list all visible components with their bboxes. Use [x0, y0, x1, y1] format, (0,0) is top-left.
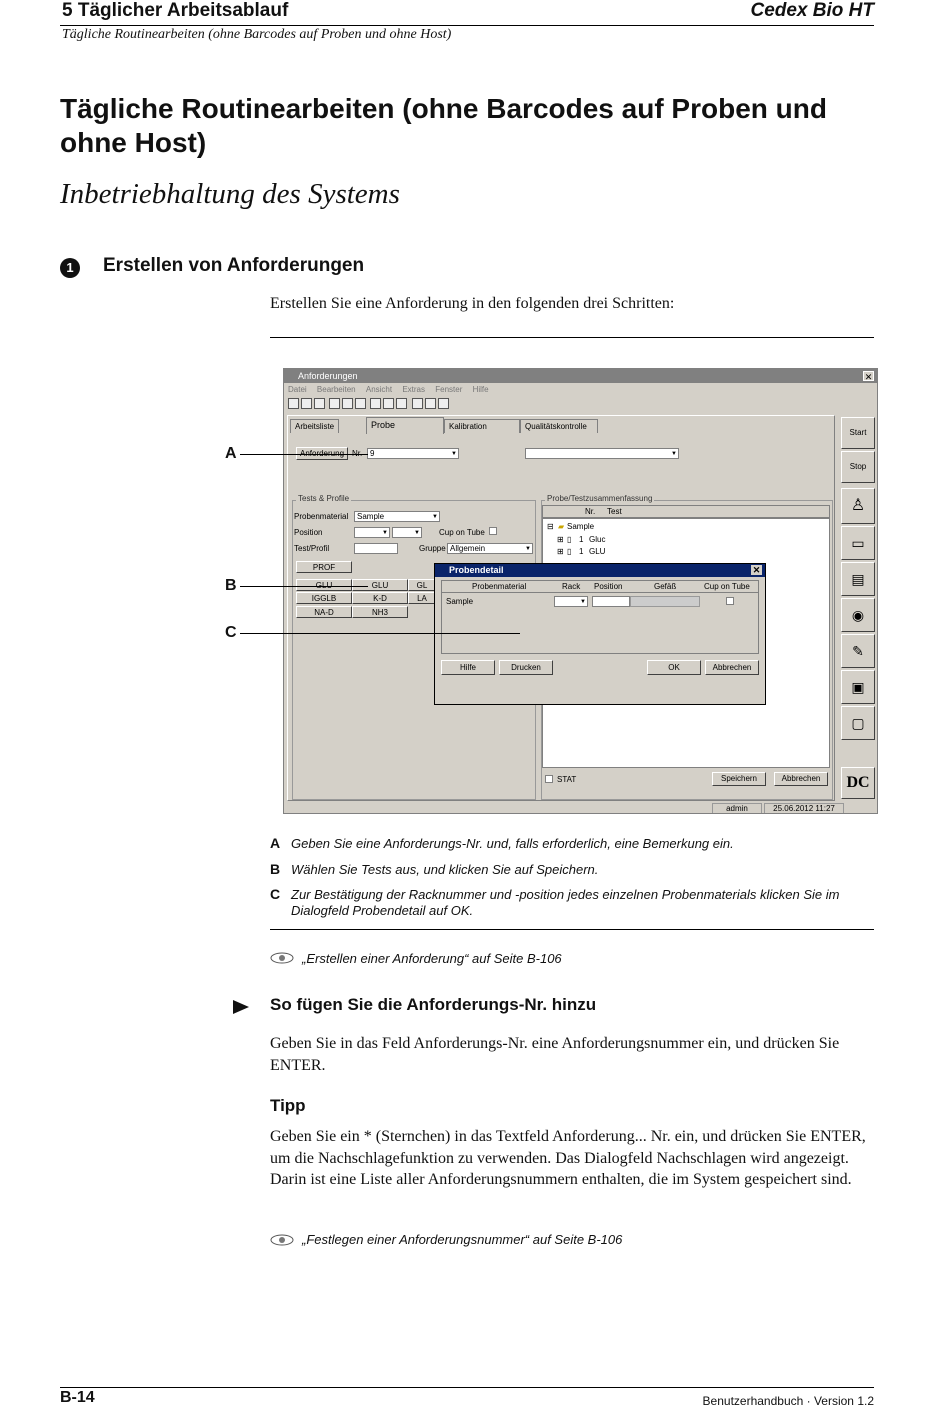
- rack-dropdown[interactable]: [354, 527, 390, 538]
- menu-datei[interactable]: Datei: [288, 385, 307, 394]
- row-probenmaterial: Sample: [446, 597, 474, 606]
- status-user: admin: [712, 803, 762, 814]
- callout-b: B: [225, 577, 237, 594]
- status-datetime: 25.06.2012 11:27: [764, 803, 844, 814]
- callout-a-line: [240, 454, 368, 455]
- worklist-icon[interactable]: ▤: [841, 562, 875, 596]
- person-icon[interactable]: ♙: [841, 488, 875, 524]
- cup-on-tube-checkbox[interactable]: [489, 527, 497, 535]
- caption-letter-a: A: [270, 835, 281, 851]
- procedure-arrow-icon: [233, 1000, 249, 1014]
- rack-dropdown[interactable]: [554, 596, 588, 607]
- position-dropdown[interactable]: [392, 527, 422, 538]
- toolbar: [288, 398, 451, 412]
- tip-text: Geben Sie ein * (Sternchen) in das Textfeld Anforderung... Nr. ein, und drücken Sie ENTER, um die Nachschlagefunktion zu verwenden. Das Dialogfeld Nachschlagen wird angezeigt. Darin ist eine Liste aller Anforderungsnummern enthalten, die im System gespeichert sind.: [270, 1128, 866, 1188]
- dc-button[interactable]: DC: [841, 767, 875, 799]
- pipette-icon[interactable]: ✎: [841, 634, 875, 668]
- dialog-grid-header: [442, 581, 758, 593]
- probenmaterial-label: Probenmaterial: [294, 512, 349, 521]
- grid-icon[interactable]: [383, 398, 394, 409]
- application-screenshot: [283, 368, 878, 814]
- window-titlebar: [284, 369, 877, 383]
- page-title: Tägliche Routinearbeiten (ohne Barcodes auf Proben und ohne Host): [60, 93, 827, 158]
- tab-arbeitsliste[interactable]: Arbeitsliste: [290, 419, 339, 433]
- eye-icon: [270, 1234, 294, 1246]
- stop-button[interactable]: Stop: [841, 451, 875, 483]
- cross-reference-link[interactable]: „Erstellen einer Anforderung“ auf Seite B-106: [302, 951, 562, 966]
- page-number: B-14: [60, 1389, 95, 1406]
- copy-icon[interactable]: [370, 398, 381, 409]
- col-probenmaterial: Probenmaterial: [472, 582, 527, 591]
- start-button[interactable]: Start: [841, 417, 875, 449]
- tests-profile-label: Tests & Profile: [298, 494, 350, 503]
- test-button-gl[interactable]: GL: [408, 579, 436, 591]
- comment-dropdown[interactable]: [525, 448, 679, 459]
- col-gefaess: Gefäß: [654, 582, 677, 591]
- callout-b-line: [240, 586, 368, 587]
- summary-col-nr: Nr.: [585, 507, 596, 516]
- menu-fenster[interactable]: Fenster: [435, 385, 463, 394]
- menu-ansicht[interactable]: Ansicht: [365, 385, 393, 394]
- manual-version: Benutzerhandbuch · Version 1.2: [702, 1394, 874, 1408]
- speichern-button[interactable]: Speichern: [712, 772, 766, 786]
- position-input[interactable]: [592, 596, 630, 607]
- divider: [270, 337, 874, 338]
- header-subtitle: Tägliche Routinearbeiten (ohne Barcodes auf Proben und ohne Host): [62, 27, 452, 42]
- test-button-na-d[interactable]: NA-D: [296, 606, 352, 618]
- tab-kalibration[interactable]: Kalibration: [444, 419, 520, 433]
- col-rack: Rack: [562, 582, 581, 591]
- product-name: Cedex Bio HT: [750, 0, 874, 21]
- test-button-nh3[interactable]: NH3: [352, 606, 408, 618]
- export-icon[interactable]: [438, 398, 449, 409]
- pen-icon[interactable]: [342, 398, 353, 409]
- gefaess-field: [630, 596, 700, 607]
- tree-item-sample[interactable]: Sample: [567, 522, 595, 531]
- test-profil-input[interactable]: [354, 543, 398, 554]
- tip-heading: Tipp: [270, 1096, 306, 1115]
- header-rule: [60, 25, 874, 26]
- procedure-text: Geben Sie in das Feld Anforderungs-Nr. eine Anforderungsnummer ein, und drücken Sie ENTER.: [270, 1035, 840, 1074]
- footer-rule: [60, 1387, 874, 1388]
- floppy-icon[interactable]: ▣: [841, 670, 875, 704]
- save-icon[interactable]: [329, 398, 340, 409]
- mail-icon[interactable]: [412, 398, 423, 409]
- caption-text-b: Wählen Sie Tests aus, und klicken Sie auf Speichern.: [291, 862, 599, 877]
- analyzer-icon[interactable]: ▭: [841, 526, 875, 560]
- test-button-la[interactable]: LA: [408, 592, 436, 604]
- status-bar: [284, 801, 877, 814]
- probenmaterial-dropdown[interactable]: Sample ▼: [354, 511, 440, 522]
- summary-header: [542, 505, 830, 518]
- review-icon[interactable]: ◉: [841, 598, 875, 632]
- tree-expand-icon[interactable]: ⊞: [557, 535, 564, 544]
- test-button-glu-1[interactable]: [296, 579, 352, 591]
- dialog-titlebar: [435, 564, 765, 577]
- eye-icon: [270, 952, 294, 964]
- step-number-badge: 1: [60, 258, 80, 278]
- menu-hilfe[interactable]: Hilfe: [472, 385, 489, 394]
- summary-col-test: Test: [607, 507, 622, 516]
- abbrechen-button[interactable]: Abbrechen: [774, 772, 828, 786]
- edit-icon[interactable]: [301, 398, 312, 409]
- drucken-button[interactable]: Drucken: [499, 660, 553, 675]
- clipboard-icon[interactable]: ▢: [841, 706, 875, 740]
- gruppe-dropdown[interactable]: Allgemein ▼: [447, 543, 533, 554]
- caption-text-c: Zur Bestätigung der Racknummer und -position jedes einzelnen Probenmaterials klicken Sie im Dialogfeld Probendetail auf OK.: [291, 887, 840, 918]
- stat-label: STAT: [557, 775, 577, 784]
- document-icon: ▯: [567, 547, 572, 556]
- tab-qualitaetskontrolle[interactable]: Qualitätskontrolle: [520, 419, 598, 433]
- menu-bearbeiten[interactable]: Bearbeiten: [316, 385, 356, 394]
- dialog-abbrechen-button[interactable]: Abbrechen: [705, 660, 759, 675]
- tab-probe[interactable]: Probe: [366, 417, 444, 434]
- probendetail-dialog: [434, 563, 766, 705]
- menu-extras[interactable]: Extras: [402, 385, 425, 394]
- divider: [270, 929, 874, 930]
- test-button-prof[interactable]: PROF: [296, 561, 352, 573]
- cup-on-tube-label: Cup on Tube: [439, 528, 485, 537]
- nr-input[interactable]: 9 ▼: [367, 448, 459, 459]
- document-icon: ▯: [567, 535, 572, 544]
- table-icon[interactable]: [355, 398, 366, 409]
- tree-expand-icon[interactable]: ⊞: [557, 547, 564, 556]
- tree-item-gluc[interactable]: Gluc: [589, 535, 606, 544]
- col-cup-on-tube: Cup on Tube: [704, 582, 750, 591]
- test-button-glu-2[interactable]: GLU: [352, 579, 408, 591]
- alert-icon[interactable]: [425, 398, 436, 409]
- caption-text-a: Geben Sie eine Anforderungs-Nr. und, falls erforderlich, eine Bemerkung ein.: [291, 836, 734, 851]
- stat-checkbox[interactable]: [545, 775, 553, 783]
- step-heading: Erstellen von Anforderungen: [103, 255, 365, 276]
- callout-c-line: [240, 633, 520, 634]
- col-position: Position: [594, 582, 623, 591]
- gruppe-label: Gruppe: [419, 544, 446, 553]
- menu-bar: [284, 383, 877, 397]
- test-profil-label: Test/Profil: [294, 544, 330, 553]
- caption-letter-b: B: [270, 861, 281, 877]
- tree-item-num: 1: [579, 547, 584, 556]
- close-icon[interactable]: ✕: [864, 372, 873, 382]
- hilfe-button[interactable]: Hilfe: [441, 660, 495, 675]
- tree-item-glu[interactable]: GLU: [589, 547, 606, 556]
- position-label: Position: [294, 528, 323, 537]
- binoculars-icon[interactable]: [288, 398, 299, 409]
- test-button-igglb[interactable]: IGGLB: [296, 592, 352, 604]
- callout-a: A: [225, 445, 237, 462]
- callout-c: C: [225, 624, 237, 641]
- cup-on-tube-checkbox[interactable]: [726, 597, 734, 605]
- ok-button[interactable]: OK: [647, 660, 701, 675]
- delete-icon[interactable]: [314, 398, 325, 409]
- section-subtitle: Inbetriebhaltung des Systems: [60, 178, 400, 210]
- procedure-heading: So fügen Sie die Anforderungs-Nr. hinzu: [270, 995, 597, 1014]
- tree-collapse-icon[interactable]: ⊟: [547, 522, 554, 531]
- caption-letter-c: C: [270, 886, 281, 902]
- test-button-k-d[interactable]: K-D: [352, 592, 408, 604]
- intro-text: Erstellen Sie eine Anforderung in den folgenden drei Schritten:: [270, 295, 675, 312]
- dialog-grid: [441, 580, 759, 654]
- dialog-title: Probendetail: [449, 565, 504, 575]
- print-icon[interactable]: [396, 398, 407, 409]
- tree-item-num: 1: [579, 535, 584, 544]
- summary-label: Probe/Testzusammenfassung: [547, 494, 653, 503]
- window-title: Anforderungen: [298, 371, 358, 381]
- chapter-title: 5 Täglicher Arbeitsablauf: [62, 0, 289, 21]
- cross-reference-link[interactable]: „Festlegen einer Anforderungsnummer“ auf Seite B-106: [302, 1232, 623, 1247]
- dialog-close-icon[interactable]: ✕: [752, 565, 761, 575]
- folder-icon: ▰: [558, 522, 565, 531]
